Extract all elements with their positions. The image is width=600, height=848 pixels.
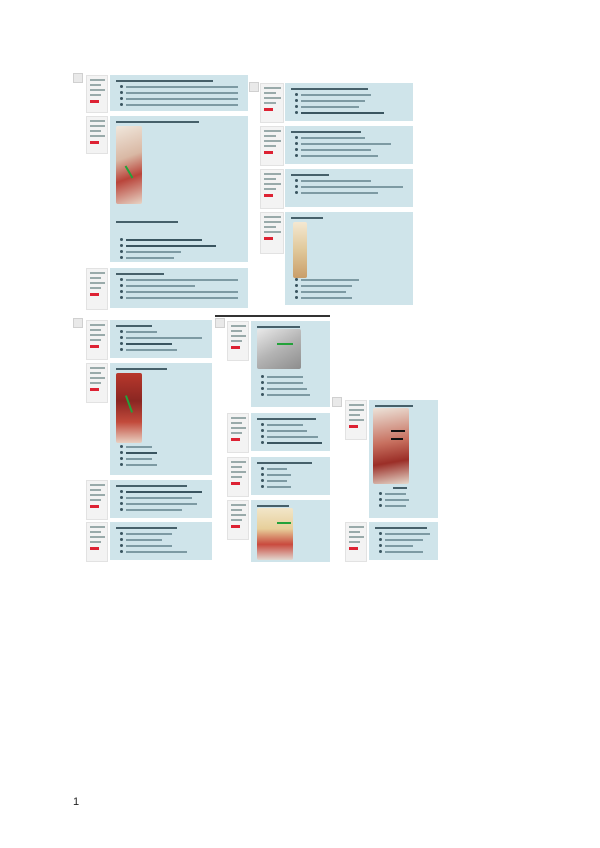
question-sidebar [86,75,108,113]
question-sidebar [86,320,108,360]
question-card [251,413,330,451]
question-card [369,522,438,560]
question-card [110,480,212,518]
question-sidebar [86,522,108,562]
sole-muscle-image [373,408,409,484]
shoulder-joint-image [257,329,301,369]
question-card [251,321,330,407]
question-card [285,83,413,121]
question-sidebar [227,321,249,361]
question-card [110,320,212,358]
question-sidebar [227,413,249,453]
question-sidebar [345,400,367,440]
tile-marker [332,397,342,407]
question-sidebar [260,212,284,254]
foot-anatomy-image [116,126,142,204]
question-sidebar [260,126,284,166]
question-card [110,363,212,475]
question-card [285,169,413,207]
question-sidebar [86,480,108,520]
tile-marker [73,73,83,83]
tile-marker [249,82,259,92]
tile-top-rule [215,315,330,317]
question-sidebar [227,457,249,497]
page-number: 1 [73,796,80,808]
tile-marker [215,318,225,328]
question-sidebar [260,169,284,209]
question-sidebar [86,268,108,310]
question-card [251,457,330,495]
question-card [369,400,438,518]
leg-bone-image [293,222,307,278]
knee-joint-image [257,508,293,560]
question-card [285,212,413,305]
question-card [110,522,212,560]
tile-marker [73,318,83,328]
question-card [110,116,248,262]
question-sidebar [260,83,284,123]
question-sidebar [86,363,108,403]
question-sidebar [86,116,108,154]
question-card [110,75,248,111]
question-card [285,126,413,164]
question-card [251,500,330,562]
question-sidebar [345,522,367,562]
question-sidebar [227,500,249,540]
question-card [110,268,248,308]
